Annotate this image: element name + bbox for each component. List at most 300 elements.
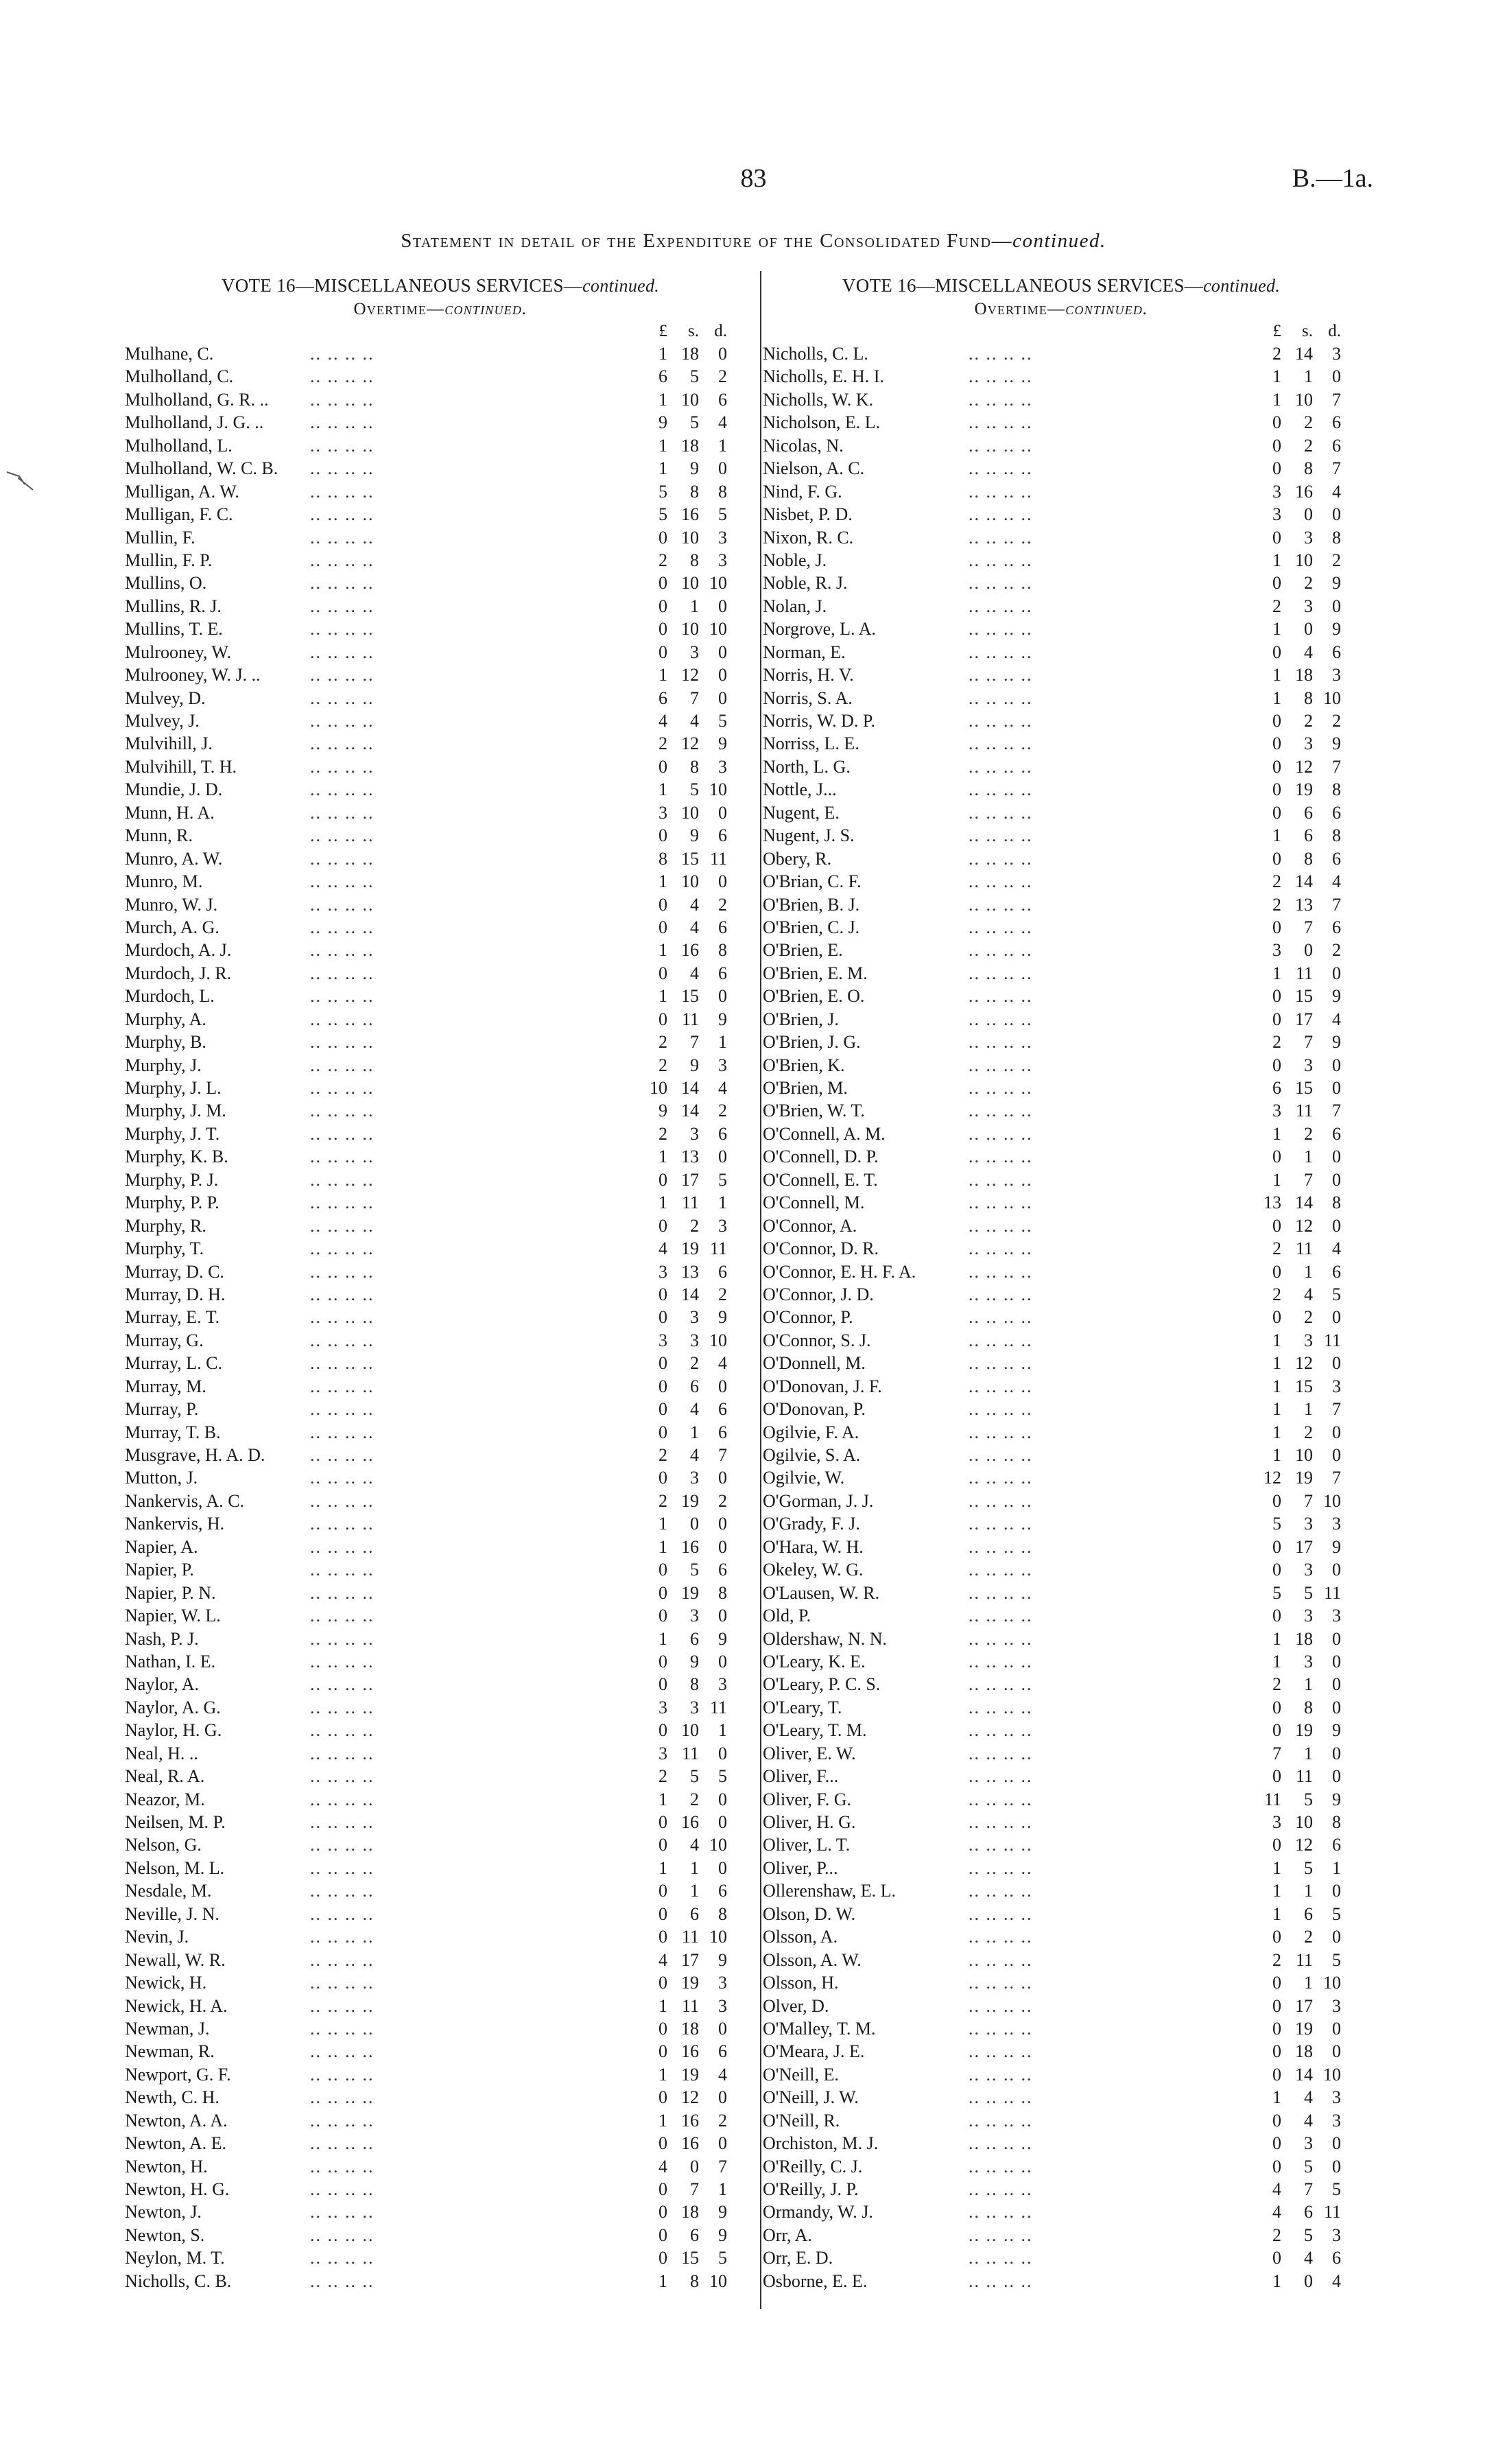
payee-name: O'Donovan, P.: [763, 1399, 866, 1420]
shillings-value: 7: [690, 688, 699, 708]
statement-title: [0, 230, 1507, 253]
table-row: [125, 1879, 756, 1902]
pence-value: 9: [1332, 619, 1341, 640]
leader-dots: .. .. .. ..: [969, 2064, 1033, 2085]
leader-dots: .. .. .. ..: [310, 894, 375, 915]
leader-dots: .. .. .. ..: [969, 1078, 1033, 1098]
leader-dots: .. .. .. ..: [310, 2202, 375, 2222]
table-row: [125, 2109, 756, 2132]
table-row: [125, 1260, 756, 1283]
shillings-value: 10: [681, 389, 699, 410]
pence-value: 0: [1332, 1445, 1341, 1465]
payee-name: Oliver, F. G.: [763, 1789, 852, 1809]
pence-value: 0: [1332, 1927, 1341, 1947]
leader-dots: .. .. .. ..: [310, 1582, 375, 1603]
leader-dots: .. .. .. ..: [969, 1949, 1033, 1970]
pounds-value: 0: [658, 917, 667, 937]
shillings-value: 1: [690, 1881, 699, 1901]
payee-name: O'Connor, D. R.: [763, 1239, 879, 1259]
payee-name: O'Leary, K. E.: [763, 1651, 866, 1671]
right-vote-heading: [763, 274, 1360, 297]
pence-value: 9: [718, 1009, 727, 1029]
table-row: [125, 1512, 756, 1535]
table-row: [125, 572, 756, 594]
pounds-value: 1: [1272, 1857, 1281, 1878]
pounds-value: 2: [658, 1123, 667, 1144]
leader-dots: .. .. .. ..: [969, 756, 1033, 777]
pence-value: 0: [718, 802, 727, 823]
payee-name: Nelson, M. L.: [125, 1857, 225, 1878]
payee-name: O'Connell, M.: [763, 1193, 865, 1213]
shillings-value: 5: [690, 366, 699, 387]
leader-dots: .. .. .. ..: [310, 1215, 375, 1236]
leader-dots: .. .. .. ..: [969, 389, 1033, 410]
pounds-value: 0: [658, 1422, 667, 1442]
pence-value: 0: [718, 1376, 727, 1396]
pounds-value: 1: [1272, 366, 1281, 387]
table-row: [763, 549, 1360, 572]
pence-value: 7: [1332, 756, 1341, 777]
shillings-value: 3: [1304, 527, 1313, 548]
pence-value: 10: [709, 1330, 727, 1350]
leader-dots: .. .. .. ..: [969, 1261, 1033, 1282]
pence-value: 2: [1332, 711, 1341, 731]
pence-value: 7: [718, 1445, 727, 1465]
pence-value: 0: [718, 642, 727, 662]
shillings-value: 15: [681, 986, 699, 1007]
shillings-value: 1: [1304, 1399, 1313, 1420]
shillings-value: 3: [1304, 1330, 1313, 1350]
table-row: [763, 847, 1360, 870]
table-row: [125, 411, 756, 434]
table-row: [125, 709, 756, 732]
pounds-value: 0: [1272, 2018, 1281, 2039]
shillings-value: 9: [690, 825, 699, 846]
pence-value: 8: [1332, 1812, 1341, 1832]
payee-name: North, L. G.: [763, 756, 851, 777]
leader-dots: .. .. .. ..: [969, 1284, 1033, 1304]
left-overtime-italic: continued.: [444, 300, 527, 318]
leader-dots: .. .. .. ..: [310, 458, 375, 479]
leader-dots: .. .. .. ..: [969, 1582, 1033, 1603]
payee-name: Orr, E. D.: [763, 2248, 833, 2268]
pence-value: 0: [1332, 1422, 1341, 1442]
pounds-value: 0: [658, 1903, 667, 1924]
pence-value: 2: [718, 2110, 727, 2131]
table-row: [125, 1903, 756, 1925]
shillings-value: 3: [690, 1330, 699, 1350]
pence-value: 7: [1332, 1399, 1341, 1420]
leader-dots: .. .. .. ..: [310, 1009, 375, 1029]
leader-dots: .. .. .. ..: [310, 1514, 375, 1534]
pence-header: d.: [1328, 322, 1341, 340]
table-row: [125, 1421, 756, 1444]
table-row: [125, 1123, 756, 1145]
leader-dots: .. .. .. ..: [969, 848, 1033, 869]
payee-name: Neal, R. A.: [125, 1766, 205, 1787]
pence-value: 6: [1332, 2248, 1341, 2268]
pence-value: 11: [709, 848, 727, 869]
pen-mark-icon: [5, 467, 36, 494]
payee-name: Norris, W. D. P.: [763, 711, 875, 731]
payee-name: Munro, M.: [125, 871, 203, 892]
payee-name: Nicholls, C. B.: [125, 2271, 232, 2291]
payee-name: O'Brien, B. J.: [763, 894, 860, 915]
payee-name: O'Malley, T. M.: [763, 2018, 876, 2039]
table-row: [763, 1995, 1360, 2017]
table-row: [125, 1283, 756, 1306]
pounds-value: 0: [658, 1353, 667, 1374]
pounds-value: 0: [1272, 1215, 1281, 1236]
table-row: [125, 1811, 756, 1833]
pounds-value: 0: [1272, 1606, 1281, 1626]
pence-value: 0: [718, 1651, 727, 1671]
leader-dots: .. .. .. ..: [310, 1881, 375, 1901]
leader-dots: .. .. .. ..: [969, 2133, 1033, 2154]
leader-dots: .. .. .. ..: [310, 734, 375, 754]
pence-value: 0: [1332, 1628, 1341, 1649]
table-row: [125, 1628, 756, 1650]
pounds-value: 4: [658, 2156, 667, 2176]
pence-value: 6: [718, 917, 727, 937]
pence-value: 0: [718, 871, 727, 892]
shillings-value: 9: [690, 458, 699, 479]
table-row: [125, 2270, 756, 2292]
shillings-value: 7: [690, 1032, 699, 1053]
pence-value: 6: [1332, 917, 1341, 937]
leader-dots: .. .. .. ..: [310, 1812, 375, 1832]
shillings-value: 2: [690, 1789, 699, 1809]
pounds-value: 0: [1272, 573, 1281, 594]
table-row: [125, 2040, 756, 2063]
shillings-value: 3: [1304, 2133, 1313, 2154]
right-currency-header: [763, 322, 1360, 342]
pounds-value: 0: [1272, 1927, 1281, 1947]
shillings-value: 12: [681, 734, 699, 754]
payee-name: Oliver, F...: [763, 1766, 839, 1787]
shillings-value: 12: [1295, 756, 1313, 777]
payee-name: Mutton, J.: [125, 1468, 198, 1488]
pounds-value: 1: [658, 1193, 667, 1213]
payee-name: Orchiston, M. J.: [763, 2133, 879, 2154]
pounds-value: 1: [1272, 665, 1281, 685]
pounds-value: 7: [1272, 1743, 1281, 1763]
table-row: [763, 2178, 1360, 2201]
left-vote-text: VOTE 16—MISCELLANEOUS SERVICES—: [221, 275, 583, 296]
pence-value: 0: [1332, 1169, 1341, 1190]
payee-name: Nathan, I. E.: [125, 1651, 216, 1671]
leader-dots: .. .. .. ..: [310, 779, 375, 800]
pounds-value: 2: [658, 1032, 667, 1053]
leader-dots: .. .. .. ..: [310, 1536, 375, 1557]
table-row: [125, 457, 756, 480]
pounds-value: 1: [1272, 2271, 1281, 2291]
payee-name: Olson, D. W.: [763, 1903, 856, 1924]
table-row: [125, 1673, 756, 1696]
pence-value: 9: [1332, 734, 1341, 754]
leader-dots: .. .. .. ..: [969, 940, 1033, 961]
shillings-value: 19: [681, 1582, 699, 1603]
shillings-value: 11: [1295, 1949, 1313, 1970]
shillings-value: 3: [690, 1606, 699, 1626]
table-row: [763, 1558, 1360, 1581]
pounds-value: 1: [658, 1995, 667, 2016]
pounds-value: 3: [658, 802, 667, 823]
payee-name: Murphy, J.: [125, 1055, 202, 1075]
leader-dots: .. .. .. ..: [310, 1490, 375, 1511]
shillings-value: 18: [1295, 2041, 1313, 2062]
pounds-value: 0: [658, 894, 667, 915]
leader-dots: .. .. .. ..: [969, 1009, 1033, 1029]
payee-name: O'Donovan, J. F.: [763, 1376, 882, 1396]
pence-value: 7: [1332, 894, 1341, 915]
pounds-value: 6: [658, 366, 667, 387]
pounds-value: 1: [1272, 550, 1281, 570]
pence-value: 5: [718, 1169, 727, 1190]
shillings-value: 10: [1295, 389, 1313, 410]
leader-dots: .. .. .. ..: [310, 917, 375, 937]
payee-name: Murphy, P. J.: [125, 1169, 219, 1190]
pounds-value: 3: [658, 1261, 667, 1282]
leader-dots: .. .. .. ..: [310, 389, 375, 410]
leader-dots: .. .. .. ..: [310, 1101, 375, 1121]
pounds-value: 1: [1272, 1376, 1281, 1396]
leader-dots: .. .. .. ..: [310, 642, 375, 662]
pence-value: 2: [718, 894, 727, 915]
pence-value: 0: [718, 2087, 727, 2108]
table-row: [763, 1054, 1360, 1077]
payee-name: Naylor, A.: [125, 1674, 199, 1695]
table-row: [125, 687, 756, 709]
payee-name: Murray, L. C.: [125, 1353, 223, 1374]
leader-dots: .. .. .. ..: [310, 2271, 375, 2291]
payee-name: Napier, P. N.: [125, 1582, 216, 1603]
shillings-value: 19: [1295, 2018, 1313, 2039]
table-row: [763, 1237, 1360, 1260]
pence-value: 5: [718, 1766, 727, 1787]
payee-name: O'Hara, W. H.: [763, 1536, 864, 1557]
table-row: [125, 503, 756, 526]
payee-name: Munro, W. J.: [125, 894, 218, 915]
payee-name: Newth, C. H.: [125, 2087, 219, 2108]
shillings-value: 16: [681, 1812, 699, 1832]
payee-name: O'Connell, E. T.: [763, 1169, 878, 1190]
pence-value: 9: [718, 734, 727, 754]
pence-value: 8: [718, 481, 727, 502]
leader-dots: .. .. .. ..: [969, 619, 1033, 640]
payee-name: Newton, A. E.: [125, 2133, 227, 2154]
pence-value: 8: [718, 940, 727, 961]
pence-value: 3: [718, 756, 727, 777]
pounds-value: 13: [1263, 1193, 1281, 1213]
leader-dots: .. .. .. ..: [310, 504, 375, 525]
leader-dots: .. .. .. ..: [310, 688, 375, 708]
pounds-value: 1: [658, 2271, 667, 2291]
leader-dots: .. .. .. ..: [310, 871, 375, 892]
leader-dots: .. .. .. ..: [969, 1169, 1033, 1190]
table-row: [125, 1719, 756, 1741]
pence-value: 0: [1332, 504, 1341, 525]
leader-dots: .. .. .. ..: [969, 1812, 1033, 1832]
pence-value: 0: [718, 1536, 727, 1557]
shillings-value: 3: [1304, 734, 1313, 754]
shillings-value: 8: [1304, 848, 1313, 869]
pounds-value: 1: [658, 940, 667, 961]
pence-value: 4: [1332, 871, 1341, 892]
payee-name: Murray, D. H.: [125, 1284, 226, 1304]
payee-name: O'Connell, A. M.: [763, 1123, 886, 1144]
payee-name: Murphy, T.: [125, 1239, 204, 1259]
leader-dots: .. .. .. ..: [969, 1422, 1033, 1442]
table-row: [763, 342, 1360, 365]
pence-value: 5: [718, 504, 727, 525]
pence-value: 6: [718, 1881, 727, 1901]
pounds-value: 0: [1272, 1055, 1281, 1075]
pence-value: 10: [1323, 688, 1341, 708]
leader-dots: .. .. .. ..: [969, 688, 1033, 708]
pence-value: 1: [718, 435, 727, 456]
shillings-value: 0: [1304, 940, 1313, 961]
payee-name: Mulrooney, W.: [125, 642, 232, 662]
shillings-value: 14: [681, 1284, 699, 1304]
payee-name: Murphy, J. T.: [125, 1123, 220, 1144]
pounds-value: 0: [658, 2041, 667, 2062]
leader-dots: .. .. .. ..: [969, 917, 1033, 937]
table-row: [763, 595, 1360, 618]
shillings-value: 11: [681, 1193, 699, 1213]
payee-name: Mulvihill, T. H.: [125, 756, 237, 777]
payee-name: Murray, P.: [125, 1399, 199, 1420]
payee-name: Murphy, J. L.: [125, 1078, 222, 1098]
shillings-value: 11: [681, 1743, 699, 1763]
pence-value: 3: [1332, 1995, 1341, 2016]
pence-value: 5: [718, 2248, 727, 2268]
leader-dots: .. .. .. ..: [310, 1628, 375, 1649]
table-row: [763, 664, 1360, 686]
pence-value: 0: [1332, 1215, 1341, 1236]
table-row: [125, 1536, 756, 1558]
pounds-value: 2: [1272, 596, 1281, 616]
pence-value: 5: [1332, 1284, 1341, 1304]
pounds-value: 2: [1272, 344, 1281, 364]
pounds-value: 0: [1272, 2110, 1281, 2131]
payee-name: Norriss, L. E.: [763, 734, 859, 754]
shillings-value: 7: [1304, 1169, 1313, 1190]
table-row: [763, 1857, 1360, 1879]
leader-dots: .. .. .. ..: [310, 1973, 375, 1993]
table-row: [125, 1444, 756, 1466]
pence-value: 3: [718, 1973, 727, 1993]
payee-name: O'Brien, C. J.: [763, 917, 860, 937]
pounds-value: 1: [1272, 1353, 1281, 1374]
table-row: [125, 388, 756, 411]
table-row: [125, 2063, 756, 2086]
shillings-value: 1: [1304, 1147, 1313, 1167]
pounds-value: 0: [658, 825, 667, 846]
table-row: [763, 1031, 1360, 1053]
leader-dots: .. .. .. ..: [969, 2087, 1033, 2108]
table-row: [763, 939, 1360, 961]
pence-value: 6: [718, 1399, 727, 1420]
shillings-value: 5: [690, 779, 699, 800]
shillings-value: 1: [1304, 1881, 1313, 1901]
table-row: [763, 1696, 1360, 1719]
table-row: [763, 778, 1360, 801]
pounds-value: 0: [658, 1606, 667, 1626]
table-row: [125, 1008, 756, 1031]
shillings-value: 15: [1295, 1078, 1313, 1098]
shillings-value: 5: [690, 1560, 699, 1580]
shillings-value: 12: [681, 665, 699, 685]
table-row: [763, 2246, 1360, 2269]
payee-name: Newton, S.: [125, 2225, 205, 2245]
table-row: [125, 985, 756, 1007]
pounds-value: 4: [658, 711, 667, 731]
pounds-value: 0: [1272, 2133, 1281, 2154]
shillings-value: 18: [1295, 1628, 1313, 1649]
pounds-value: 0: [1272, 2064, 1281, 2085]
pence-value: 0: [1332, 1651, 1341, 1671]
pence-value: 4: [1332, 481, 1341, 502]
payee-name: O'Connor, A.: [763, 1215, 857, 1236]
payee-name: O'Brien, E. O.: [763, 986, 865, 1007]
pence-value: 0: [718, 596, 727, 616]
pounds-value: 0: [1272, 1307, 1281, 1328]
leader-dots: .. .. .. ..: [310, 2133, 375, 2154]
leader-dots: .. .. .. ..: [969, 1881, 1033, 1901]
table-row: [763, 1145, 1360, 1168]
shillings-value: 16: [681, 2133, 699, 2154]
pounds-value: 2: [1272, 1239, 1281, 1259]
pence-value: 8: [718, 1903, 727, 1924]
pounds-value: 0: [658, 1468, 667, 1488]
pence-value: 6: [718, 963, 727, 983]
leader-dots: .. .. .. ..: [969, 825, 1033, 846]
shillings-value: 16: [681, 2041, 699, 2062]
pounds-value: 1: [658, 2110, 667, 2131]
leader-dots: .. .. .. ..: [969, 2271, 1033, 2291]
table-row: [125, 1375, 756, 1398]
shillings-value: 3: [1304, 1560, 1313, 1580]
pence-value: 3: [718, 1215, 727, 1236]
pence-value: 9: [1332, 1720, 1341, 1741]
shillings-value: 1: [1304, 366, 1313, 387]
shillings-value: 18: [681, 344, 699, 364]
pence-value: 3: [1332, 1514, 1341, 1534]
payee-name: Oliver, H. G.: [763, 1812, 856, 1832]
pence-value: 0: [1332, 366, 1341, 387]
payee-name: Norgrove, L. A.: [763, 619, 876, 640]
shillings-value: 6: [1304, 2202, 1313, 2222]
payee-name: O'Neill, J. W.: [763, 2087, 859, 2108]
pounds-value: 0: [658, 1973, 667, 1993]
table-row: [125, 1925, 756, 1948]
pence-value: 11: [1323, 1330, 1341, 1350]
shillings-value: 10: [681, 573, 699, 594]
shillings-value: 4: [690, 1445, 699, 1465]
leader-dots: .. .. .. ..: [969, 2156, 1033, 2176]
leader-dots: .. .. .. ..: [969, 344, 1033, 364]
pence-value: 9: [718, 1949, 727, 1970]
leader-dots: .. .. .. ..: [310, 412, 375, 433]
payee-name: O'Connor, P.: [763, 1307, 853, 1328]
pence-value: 6: [718, 1422, 727, 1442]
pounds-value: 2: [1272, 1032, 1281, 1053]
payee-name: Nankervis, A. C.: [125, 1490, 245, 1511]
shillings-value: 1: [690, 1857, 699, 1878]
shillings-value: 5: [1304, 2225, 1313, 2245]
pounds-value: 0: [658, 2133, 667, 2154]
